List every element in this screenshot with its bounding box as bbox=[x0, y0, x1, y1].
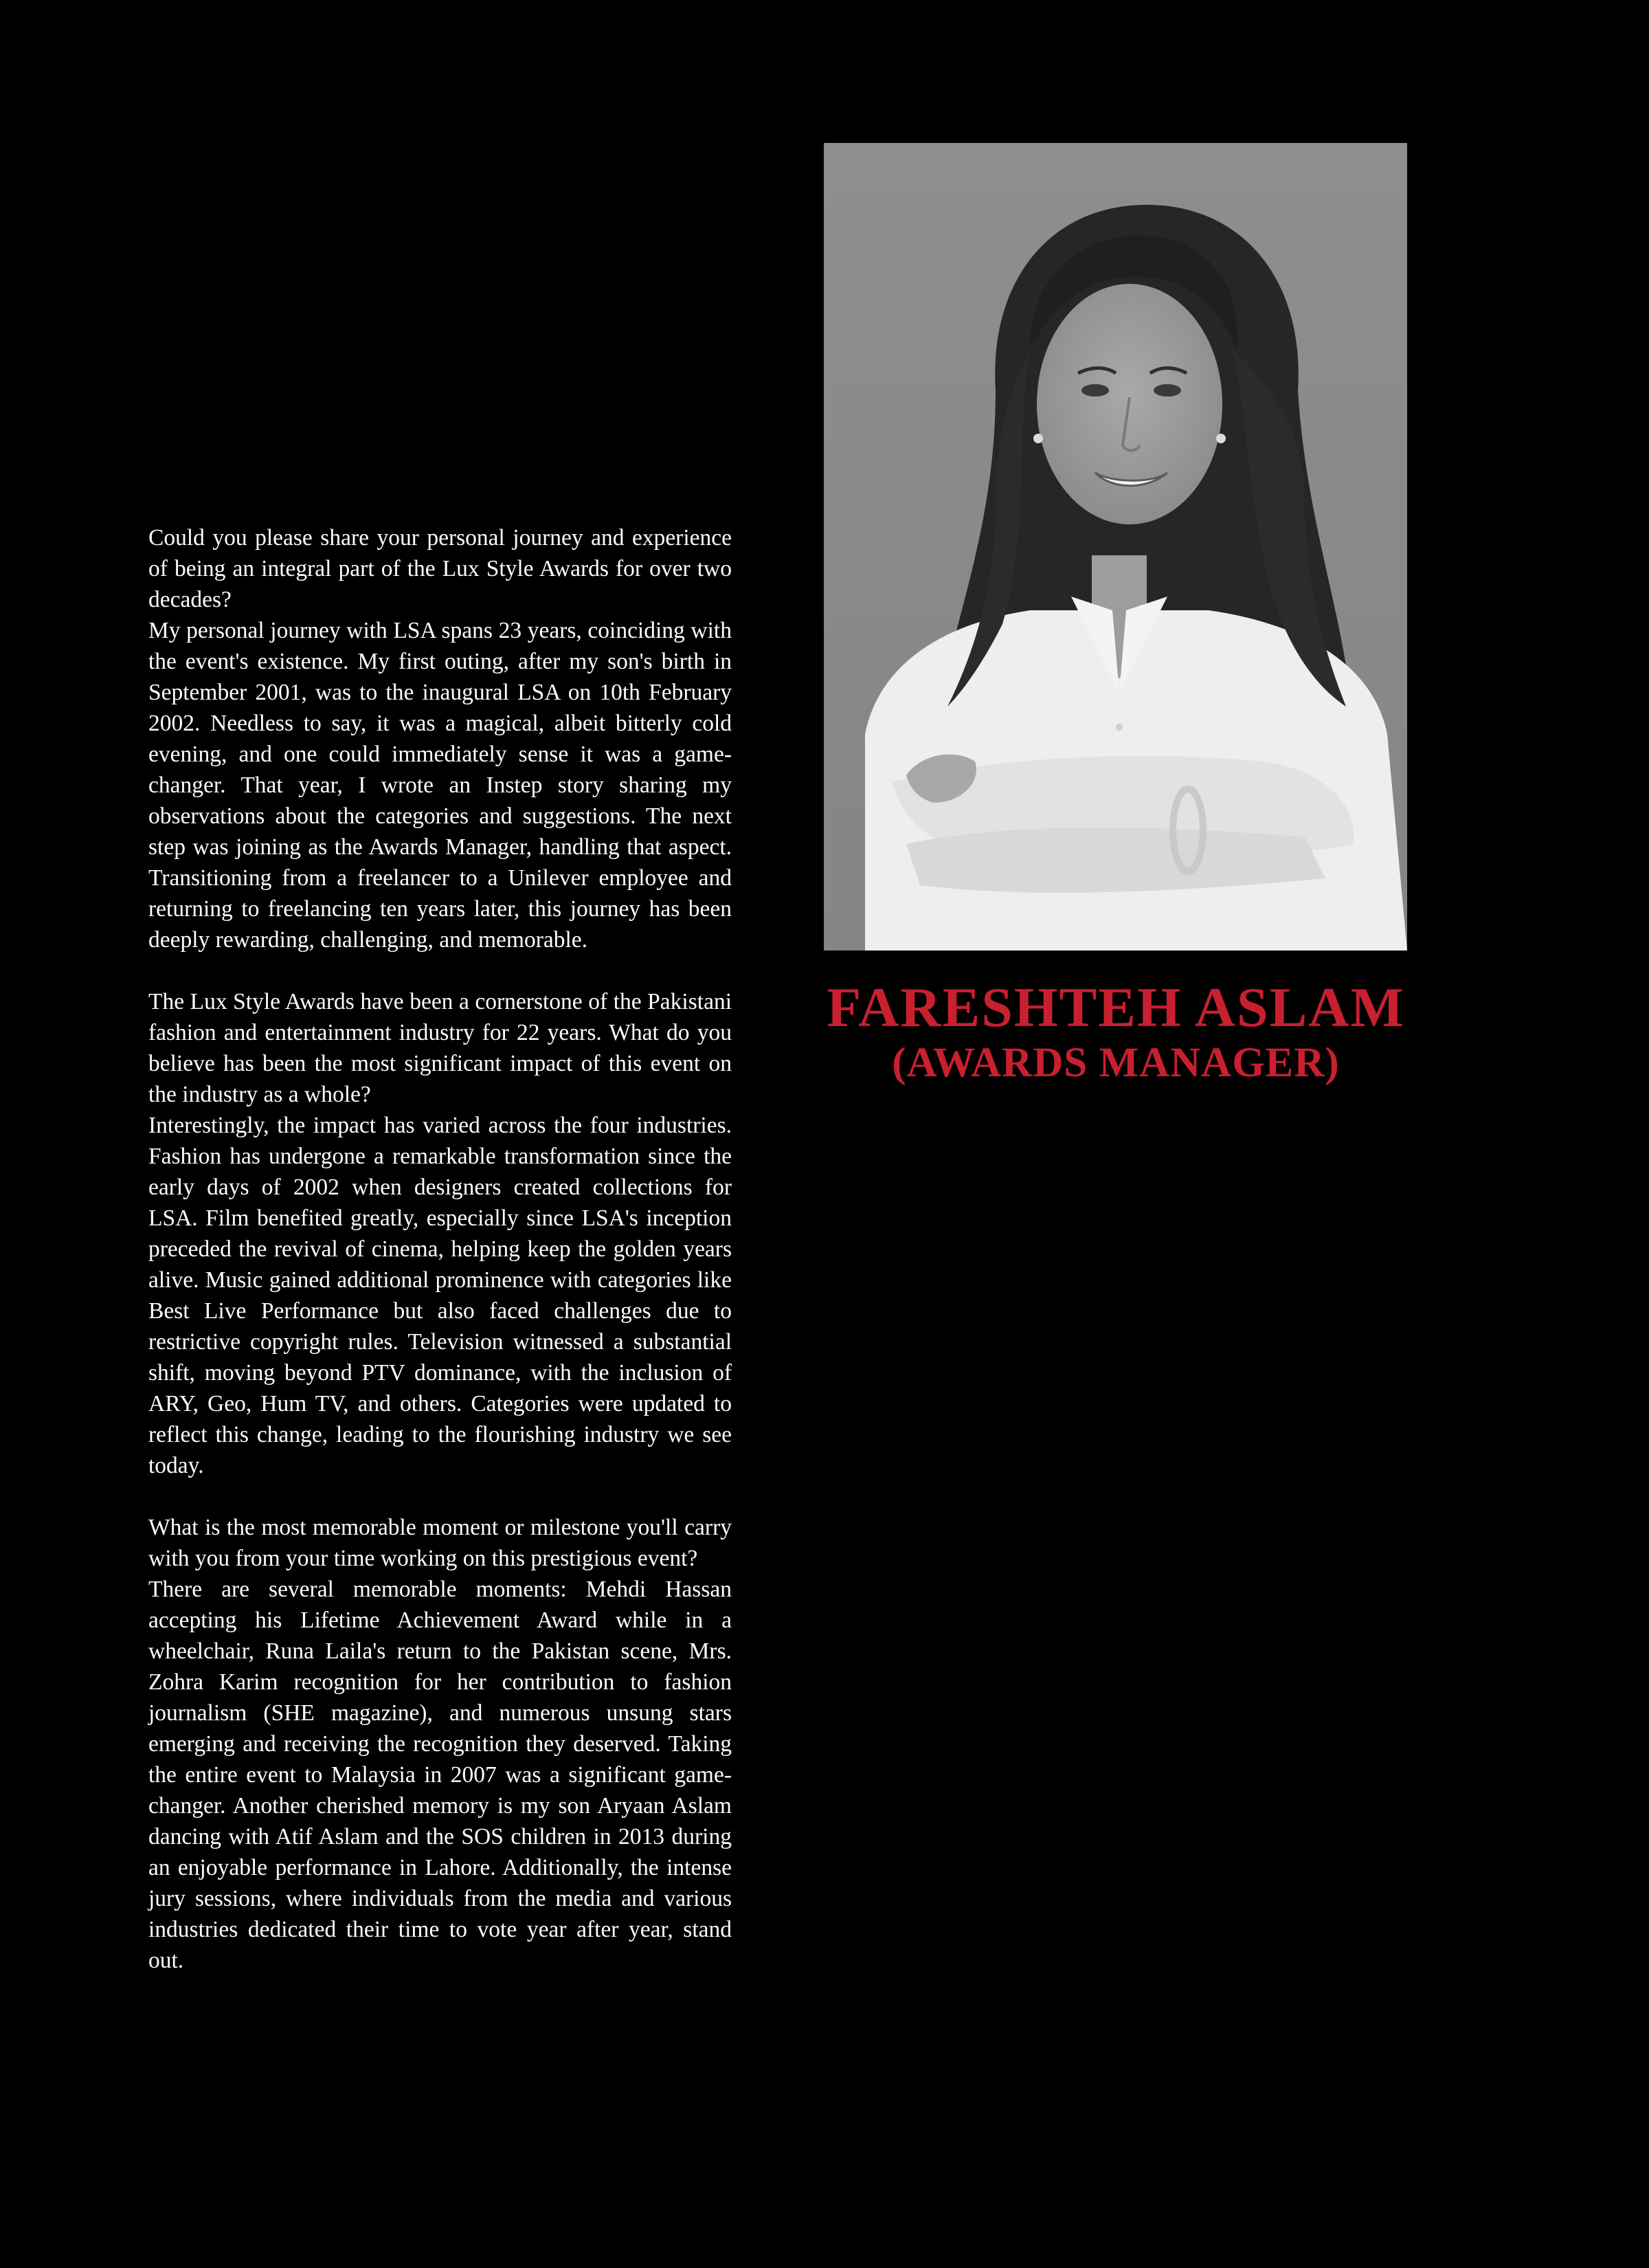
question-1: Could you please share your personal journey and experience of being an integral part of the Lux Style Awards for over two decades? bbox=[148, 525, 732, 612]
paragraph-spacer bbox=[148, 955, 732, 986]
portrait-photo bbox=[824, 143, 1407, 950]
portrait-illustration bbox=[824, 143, 1407, 950]
question-3: What is the most memorable moment or milestone you'll carry with you from your time working on this prestigious event? bbox=[148, 1515, 732, 1571]
paragraph-spacer bbox=[148, 1481, 732, 1512]
person-name: FARESHTEH ASLAM bbox=[827, 976, 1405, 1038]
question-2: The Lux Style Awards have been a cornerstone of the Pakistani fashion and entertainment industry for 22 years. What do you believe has been the most significant impact of this event on the industry as a whole? bbox=[148, 989, 732, 1107]
interview-column bbox=[148, 522, 732, 1976]
answer-2: Interestingly, the impact has varied across the four industries. Fashion has undergone a remarkable transformation since the early days of 2002 when designers created collections for LSA. Film benefited greatly, especially since LSA's inception preceded the revival of cinema, helping keep the golden years alive. Music gained additional prominence with categories like Best Live Performance but also faced challenges due to restrictive copyright rules. Television witnessed a substantial shift, moving beyond PTV dominance, with the inclusion of ARY, Geo, Hum TV, and others. Categories were updated to reflect this change, leading to the flourishing industry we see today. bbox=[148, 1113, 732, 1478]
answer-1: My personal journey with LSA spans 23 years, coinciding with the event's existence. My first outing, after my son's birth in September 2001, was to the inaugural LSA on 10th February 2002. Needless to say, it was a magical, albeit bitterly cold evening, and one could immediately sense it was a game-changer. That year, I wrote an Instep story sharing my observations about the categories and suggestions. The next step was joining as the Awards Manager, handling that aspect. Transitioning from a freelancer to a Unilever employee and returning to freelancing ten years later, this journey has been deeply rewarding, challenging, and memorable. bbox=[148, 618, 732, 953]
person-role: (AWARDS MANAGER) bbox=[892, 1040, 1340, 1086]
answer-3: There are several memorable moments: Mehdi Hassan accepting his Lifetime Achievement Award while in a wheelchair, Runa Laila's return to the Pakistan scene, Mrs. Zohra Karim recognition for her contribution to fashion journalism (SHE magazine), and numerous unsung stars emerging and receiving the recognition they deserved. Taking the entire event to Malaysia in 2007 was a significant game-changer. Another cherished memory is my son Aryaan Aslam dancing with Atif Aslam and the SOS children in 2013 during an enjoyable performance in Lahore. Additionally, the intense jury sessions, where individuals from the media and various industries dedicated their time to vote year after year, stand out. bbox=[148, 1577, 732, 1973]
name-block bbox=[804, 976, 1428, 1087]
